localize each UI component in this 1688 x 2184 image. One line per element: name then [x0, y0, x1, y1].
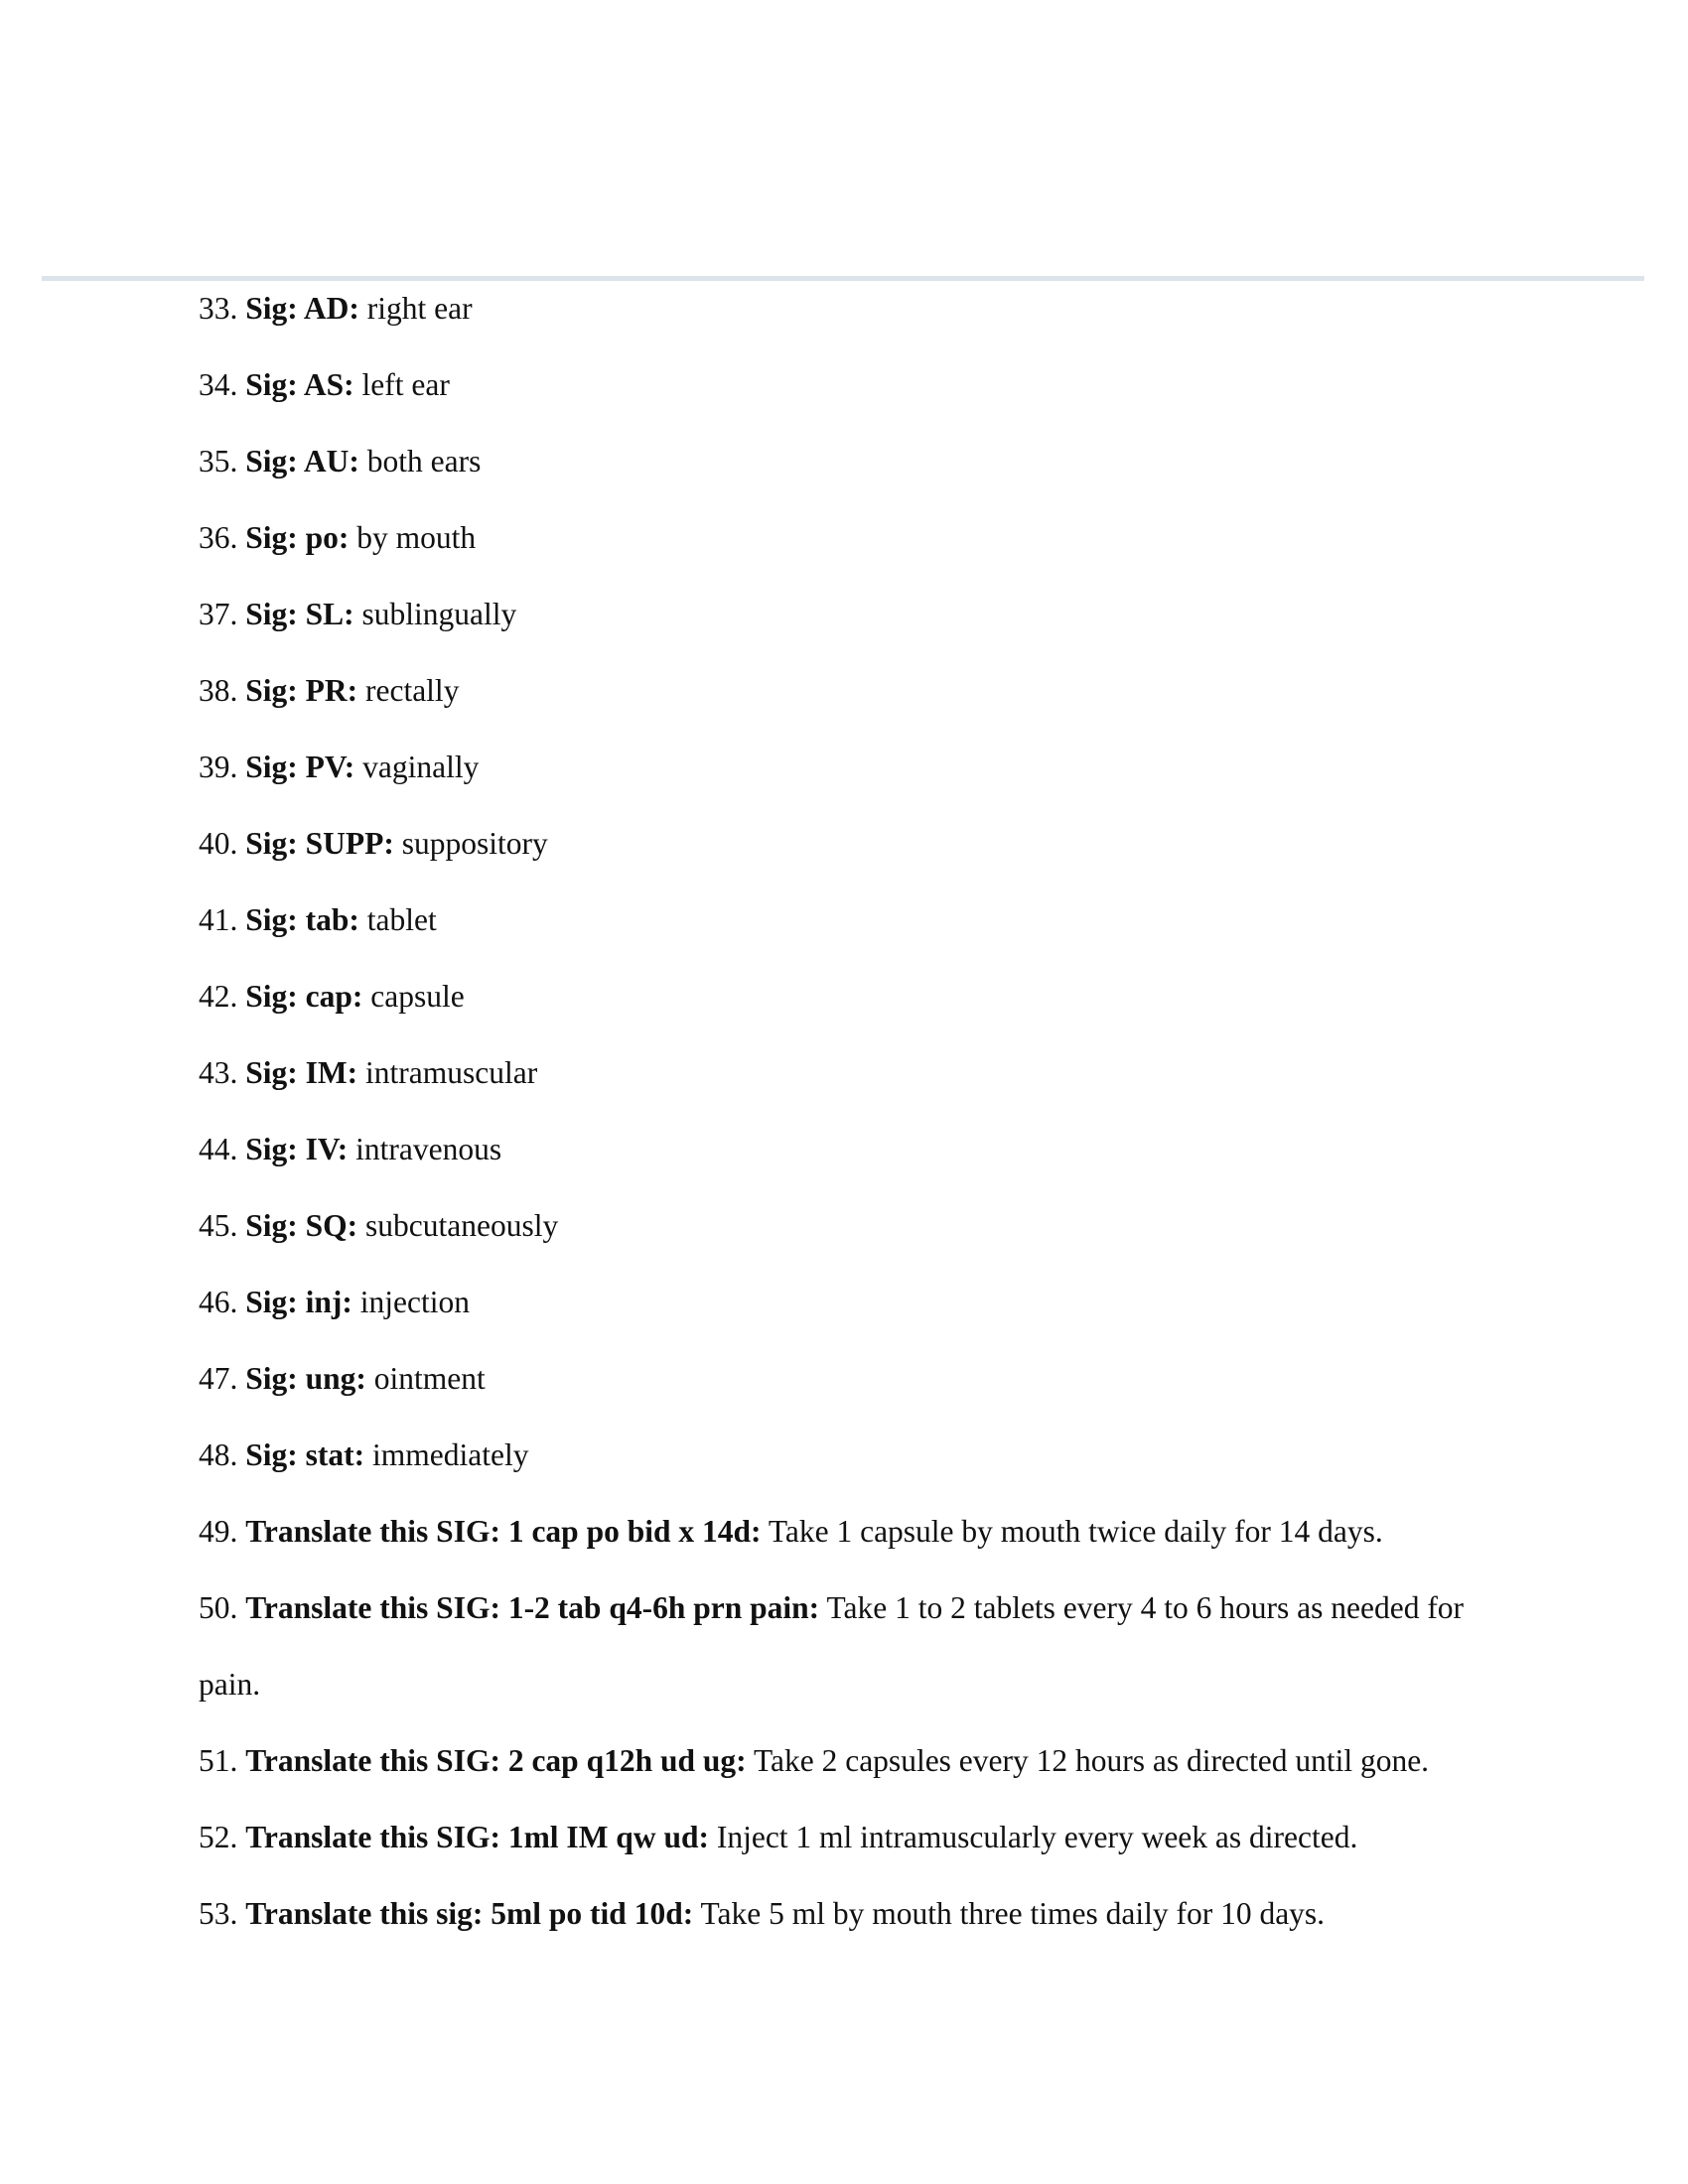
item-definition: injection	[359, 1285, 470, 1319]
item-definition: Take 5 ml by mouth three times daily for 10 days.	[700, 1896, 1326, 1931]
item-term: Sig: AS:	[245, 367, 354, 402]
item-number: 49.	[199, 1514, 238, 1549]
item-number: 45.	[199, 1208, 238, 1243]
item-term: Translate this sig: 5ml po tid 10d:	[245, 1896, 694, 1931]
item-number: 47.	[199, 1361, 238, 1396]
item-term: Sig: tab:	[245, 902, 359, 937]
item-definition: capsule	[370, 979, 465, 1014]
item-definition: by mouth	[356, 520, 477, 555]
list-item	[199, 1875, 1519, 1952]
list-item	[199, 1034, 1519, 1111]
item-definition: right ear	[366, 291, 473, 326]
item-definition: suppository	[401, 826, 548, 861]
list-item	[199, 652, 1519, 729]
item-number: 38.	[199, 673, 238, 708]
item-definition: ointment	[373, 1361, 486, 1396]
item-definition: both ears	[366, 444, 482, 478]
list-item	[199, 882, 1519, 958]
item-term: Sig: PR:	[245, 673, 358, 708]
item-definition: Take 1 to 2 tablets every 4 to 6 hours as needed for pain.	[199, 1590, 1465, 1702]
item-term: Sig: stat:	[245, 1437, 365, 1472]
item-number: 44.	[199, 1132, 238, 1166]
list-item	[199, 1264, 1519, 1340]
sig-abbreviation-list	[199, 270, 1519, 1952]
item-number: 34.	[199, 367, 238, 402]
item-definition: Take 1 capsule by mouth twice daily for 14 days.	[768, 1514, 1383, 1549]
item-term: Translate this SIG: 1 cap po bid x 14d:	[245, 1514, 762, 1549]
list-item	[199, 1187, 1519, 1264]
item-number: 35.	[199, 444, 238, 478]
list-item	[199, 805, 1519, 882]
item-definition: immediately	[372, 1437, 529, 1472]
item-number: 41.	[199, 902, 238, 937]
item-term: Sig: PV:	[245, 750, 355, 784]
list-item	[199, 1417, 1519, 1493]
item-definition: intramuscular	[365, 1055, 538, 1090]
item-term: Sig: SUPP:	[245, 826, 394, 861]
item-number: 43.	[199, 1055, 238, 1090]
item-number: 46.	[199, 1285, 238, 1319]
list-item	[199, 1570, 1519, 1722]
item-number: 52.	[199, 1820, 238, 1854]
list-item	[199, 1111, 1519, 1187]
list-item	[199, 729, 1519, 805]
item-term: Translate this SIG: 2 cap q12h ud ug:	[245, 1743, 747, 1778]
item-term: Sig: inj:	[245, 1285, 352, 1319]
item-term: Sig: po:	[245, 520, 350, 555]
list-item	[199, 1493, 1519, 1570]
item-number: 40.	[199, 826, 238, 861]
item-term: Sig: cap:	[245, 979, 363, 1014]
item-definition: Take 2 capsules every 12 hours as directed until gone.	[753, 1743, 1430, 1778]
item-term: Translate this SIG: 1-2 tab q4-6h prn pain:	[245, 1590, 820, 1625]
list-item	[199, 1722, 1519, 1799]
item-definition: Inject 1 ml intramuscularly every week as directed.	[716, 1820, 1358, 1854]
list-item	[199, 958, 1519, 1034]
item-number: 39.	[199, 750, 238, 784]
item-term: Translate this SIG: 1ml IM qw ud:	[245, 1820, 709, 1854]
item-number: 36.	[199, 520, 238, 555]
item-term: Sig: IV:	[245, 1132, 349, 1166]
item-number: 53.	[199, 1896, 238, 1931]
item-term: Sig: SQ:	[245, 1208, 358, 1243]
item-definition: sublingually	[361, 597, 517, 631]
item-number: 37.	[199, 597, 238, 631]
item-term: Sig: SL:	[245, 597, 354, 631]
item-number: 33.	[199, 291, 238, 326]
item-term: Sig: AU:	[245, 444, 359, 478]
item-term: Sig: AD:	[245, 291, 359, 326]
item-number: 50.	[199, 1590, 238, 1625]
list-item	[199, 1340, 1519, 1417]
item-definition: rectally	[365, 673, 460, 708]
item-definition: tablet	[366, 902, 437, 937]
item-definition: vaginally	[362, 750, 480, 784]
list-item	[199, 499, 1519, 576]
list-item	[199, 423, 1519, 499]
item-definition: left ear	[361, 367, 450, 402]
item-term: Sig: ung:	[245, 1361, 366, 1396]
list-item	[199, 1799, 1519, 1875]
item-number: 42.	[199, 979, 238, 1014]
list-item	[199, 346, 1519, 423]
item-definition: intravenous	[355, 1132, 502, 1166]
list-item	[199, 576, 1519, 652]
item-number: 48.	[199, 1437, 238, 1472]
item-number: 51.	[199, 1743, 238, 1778]
item-definition: subcutaneously	[365, 1208, 559, 1243]
list-item	[199, 270, 1519, 346]
item-term: Sig: IM:	[245, 1055, 358, 1090]
